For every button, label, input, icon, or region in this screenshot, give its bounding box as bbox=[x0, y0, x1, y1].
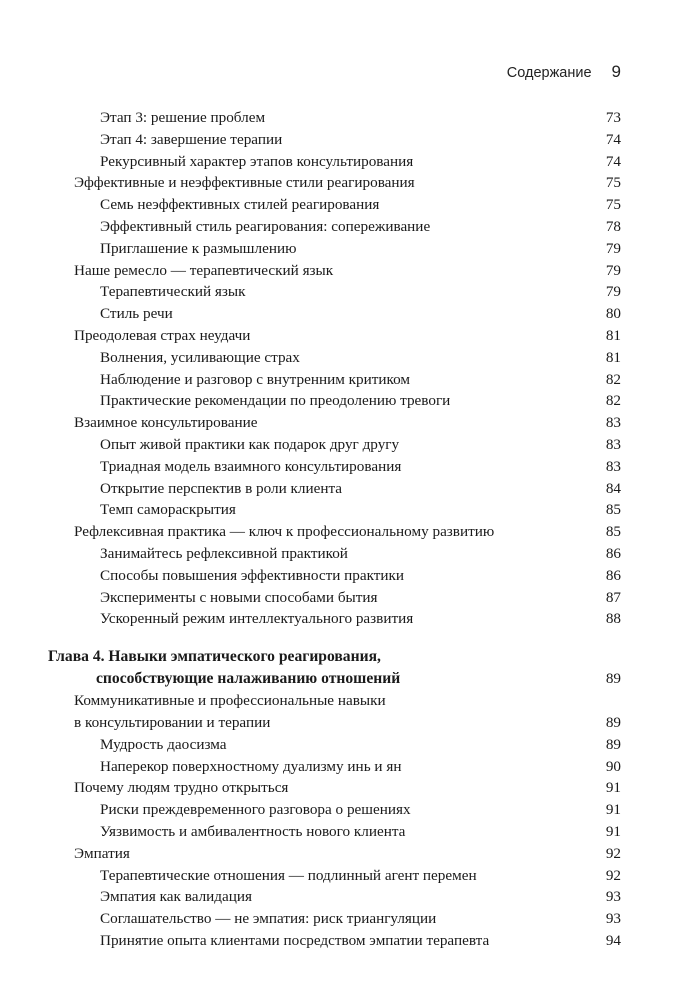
toc-section-entry[interactable] bbox=[48, 260, 621, 282]
toc-entry-title: Открытие перспектив в роли клиента bbox=[100, 479, 343, 497]
toc-entry-title: Эмпатия как валидация bbox=[100, 888, 252, 906]
toc-subsection-entry[interactable] bbox=[48, 129, 621, 151]
toc-entry-title: Опыт живой практики как подарок друг другу bbox=[100, 435, 400, 453]
toc-entry-title: Ускоренный режим интеллектуального развития bbox=[100, 610, 414, 628]
toc-subsection-entry[interactable] bbox=[48, 390, 621, 412]
toc-subsection-entry[interactable] bbox=[48, 151, 621, 173]
toc-subsection-entry[interactable] bbox=[48, 886, 621, 908]
toc-entry-title: Эффективные и неэффективные стили реагирования bbox=[74, 174, 415, 192]
toc-subsection-entry[interactable] bbox=[48, 865, 621, 887]
toc-entry-title: Принятие опыта клиентами посредством эмпатии терапевта bbox=[100, 931, 490, 949]
toc-entry-page: 92 bbox=[605, 844, 621, 862]
toc-entry-page: 80 bbox=[605, 305, 621, 323]
toc-entry-title: Волнения, усиливающие страх bbox=[100, 348, 300, 366]
toc-section-entry[interactable] bbox=[48, 412, 621, 434]
toc-entry-page: 87 bbox=[605, 588, 621, 606]
toc-entry-page: 93 bbox=[605, 888, 621, 906]
toc-entry-title: Преодолевая страх неудачи bbox=[74, 326, 251, 344]
toc-entry-title: Эксперименты с новыми способами бытия bbox=[100, 588, 378, 606]
toc-entry-page: 92 bbox=[605, 866, 621, 884]
toc-section-before-chapter bbox=[48, 107, 621, 630]
toc-entry-page: 91 bbox=[605, 779, 621, 797]
toc-entry-page: 91 bbox=[605, 801, 621, 819]
toc-entry-title: Терапевтический язык bbox=[100, 283, 246, 301]
toc-entry-page: 89 bbox=[605, 735, 621, 753]
toc-subsection-entry[interactable] bbox=[48, 499, 621, 521]
toc-entry-page: 75 bbox=[605, 174, 621, 192]
toc-entry-page: 90 bbox=[605, 757, 621, 775]
toc-entry-title: Рефлексивная практика — ключ к профессиональному развитию bbox=[74, 523, 495, 541]
toc-entry-page: 79 bbox=[605, 239, 621, 257]
toc-entry-title: Терапевтические отношения — подлинный агент перемен bbox=[100, 866, 477, 884]
toc-subsection-entry[interactable] bbox=[48, 908, 621, 930]
toc-subsection-entry[interactable] bbox=[48, 734, 621, 756]
toc-entry-page: 81 bbox=[605, 348, 621, 366]
toc-subsection-entry[interactable] bbox=[48, 799, 621, 821]
toc-subsection-entry[interactable] bbox=[48, 565, 621, 587]
toc-subsection-entry[interactable] bbox=[48, 107, 621, 129]
toc-entry-page: 81 bbox=[605, 326, 621, 344]
table-of-contents bbox=[48, 107, 621, 952]
toc-entry-page: 85 bbox=[605, 523, 621, 541]
toc-entry-page: 86 bbox=[605, 544, 621, 562]
toc-entry-title: Мудрость даосизма bbox=[100, 735, 227, 753]
toc-entry-title: Взаимное консультирование bbox=[74, 414, 258, 432]
toc-entry-title-line-2: в консультировании и терапии bbox=[74, 713, 271, 731]
toc-entry-page: 94 bbox=[605, 931, 621, 949]
toc-entry-title: Приглашение к размышлению bbox=[100, 239, 297, 257]
toc-entry-page: 83 bbox=[605, 457, 621, 475]
toc-entry-two-line[interactable] bbox=[48, 690, 621, 734]
toc-section-entry[interactable] bbox=[48, 843, 621, 865]
toc-entry-page: 84 bbox=[605, 479, 621, 497]
toc-entry-title: Практические рекомендации по преодолению тревоги bbox=[100, 392, 451, 410]
page-number: 9 bbox=[611, 62, 621, 81]
toc-entry-page: 78 bbox=[605, 217, 621, 235]
toc-subsection-entry[interactable] bbox=[48, 369, 621, 391]
chapter-title-line-1: Глава 4. Навыки эмпатического реагирования, bbox=[48, 648, 381, 666]
toc-entry-page: 89 bbox=[605, 713, 621, 731]
toc-entry-page: 74 bbox=[605, 130, 621, 148]
toc-entry-page: 79 bbox=[605, 261, 621, 279]
toc-entry-title: Этап 4: завершение терапии bbox=[100, 130, 283, 148]
toc-entry-title: Эффективный стиль реагирования: сопереживание bbox=[100, 217, 431, 235]
toc-entry-title-line-1: Коммуникативные и профессиональные навыки bbox=[74, 692, 386, 710]
toc-entry-title: Наше ремесло — терапевтический язык bbox=[74, 261, 334, 279]
toc-entry-page: 74 bbox=[605, 152, 621, 170]
running-head bbox=[507, 62, 621, 82]
toc-entry-title: Рекурсивный характер этапов консультирования bbox=[100, 152, 414, 170]
toc-subsection-entry[interactable] bbox=[48, 194, 621, 216]
toc-subsection-entry[interactable] bbox=[48, 608, 621, 630]
toc-entry-title: Темп самораскрытия bbox=[100, 501, 236, 519]
toc-entry-title: Семь неэффективных стилей реагирования bbox=[100, 196, 380, 214]
running-head-title: Содержание bbox=[506, 65, 592, 81]
toc-entry-title: Этап 3: решение проблем bbox=[100, 109, 266, 126]
toc-entry-page: 79 bbox=[605, 283, 621, 301]
toc-entry-page: 75 bbox=[605, 196, 621, 214]
toc-section-after-chapter bbox=[48, 734, 621, 952]
toc-entry-title: Занимайтесь рефлексивной практикой bbox=[100, 544, 348, 562]
toc-subsection-entry[interactable] bbox=[48, 216, 621, 238]
toc-entry-title: Наблюдение и разговор с внутренним критиком bbox=[100, 370, 410, 388]
toc-entry-title: Способы повышения эффективности практики bbox=[100, 566, 405, 584]
toc-entry-page: 82 bbox=[605, 370, 621, 388]
toc-subsection-entry[interactable] bbox=[48, 756, 621, 778]
toc-entry-page: 83 bbox=[605, 414, 621, 432]
toc-entry-page: 73 bbox=[605, 109, 621, 126]
toc-entry-title: Соглашательство — не эмпатия: риск триангуляции bbox=[100, 910, 437, 928]
toc-entry-title: Стиль речи bbox=[100, 305, 173, 323]
toc-entry-page: 83 bbox=[605, 435, 621, 453]
toc-section-entry[interactable] bbox=[48, 172, 621, 194]
chapter-title-line-2: способствующие налаживанию отношений bbox=[96, 670, 401, 688]
toc-subsection-entry[interactable] bbox=[48, 456, 621, 478]
toc-entry-page: 85 bbox=[605, 501, 621, 519]
toc-section-entry[interactable] bbox=[48, 325, 621, 347]
chapter-page-number: 89 bbox=[605, 670, 621, 688]
toc-subsection-entry[interactable] bbox=[48, 281, 621, 303]
toc-entry-page: 88 bbox=[605, 610, 621, 628]
toc-subsection-entry[interactable] bbox=[48, 543, 621, 565]
chapter-heading[interactable] bbox=[48, 646, 621, 690]
toc-subsection-entry[interactable] bbox=[48, 478, 621, 500]
toc-subsection-entry[interactable] bbox=[48, 930, 621, 952]
toc-subsection-entry[interactable] bbox=[48, 347, 621, 369]
toc-entry-title: Уязвимость и амбивалентность нового клиента bbox=[100, 822, 406, 840]
toc-entry-title: Наперекор поверхностному дуализму инь и ян bbox=[100, 757, 402, 775]
toc-entry-page: 86 bbox=[605, 566, 621, 584]
toc-entry-title: Эмпатия bbox=[74, 844, 130, 862]
toc-subsection-entry[interactable] bbox=[48, 587, 621, 609]
toc-section-entry[interactable] bbox=[48, 777, 621, 799]
toc-entry-title: Риски преждевременного разговора о решениях bbox=[100, 801, 411, 819]
toc-subsection-entry[interactable] bbox=[48, 821, 621, 843]
toc-subsection-entry[interactable] bbox=[48, 303, 621, 325]
toc-entry-page: 93 bbox=[605, 910, 621, 928]
toc-entry-title: Триадная модель взаимного консультирования bbox=[100, 457, 402, 475]
toc-entry-page: 82 bbox=[605, 392, 621, 410]
toc-subsection-entry[interactable] bbox=[48, 238, 621, 260]
toc-entry-title: Почему людям трудно открыться bbox=[74, 779, 289, 797]
toc-section-entry[interactable] bbox=[48, 521, 621, 543]
toc-subsection-entry[interactable] bbox=[48, 434, 621, 456]
toc-entry-page: 91 bbox=[605, 822, 621, 840]
